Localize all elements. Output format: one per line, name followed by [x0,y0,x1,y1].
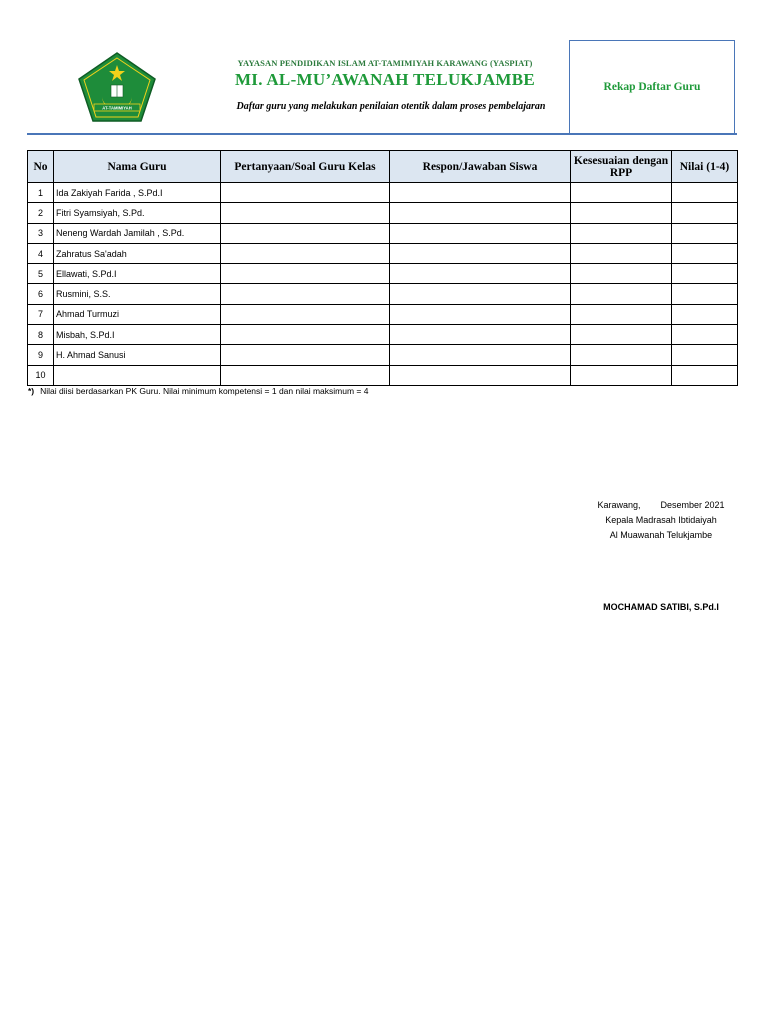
question-cell [221,223,390,243]
teacher-name: Zahratus Sa'adah [54,243,221,263]
teacher-name: Neneng Wardah Jamilah , S.Pd. [54,223,221,243]
rpp-cell [571,304,672,324]
column-header-no: No [28,151,54,183]
teacher-name: Ida Zakiyah Farida , S.Pd.I [54,183,221,203]
logo-banner-text: AT-TAMIMIYAH [102,105,132,111]
rpp-cell [571,365,672,385]
foundation-name: YAYASAN PENDIDIKAN ISLAM AT-TAMIMIYAH KARAWANG (YASPIAT) [237,58,533,68]
score-cell [672,365,738,385]
question-cell [221,365,390,385]
score-cell [672,325,738,345]
rpp-cell [571,203,672,223]
response-cell [390,264,571,284]
score-cell [672,284,738,304]
row-number: 8 [28,325,54,345]
rpp-cell [571,183,672,203]
response-cell [390,223,571,243]
signature-city: Karawang, [597,500,641,510]
rpp-cell [571,264,672,284]
footnote-text: Nilai diisi berdasarkan PK Guru. Nilai minimum kompetensi = 1 dan nilai maksimum = 4 [40,386,369,396]
school-name: MI. AL-MU’AWANAH TELUKJAMBE [234,70,536,89]
row-number: 1 [28,183,54,203]
question-cell [221,203,390,223]
question-cell [221,284,390,304]
score-cell [672,304,738,324]
school-logo [78,52,156,122]
table-row [28,223,738,243]
column-header-response: Respon/Jawaban Siswa [390,151,571,183]
table-header-row [28,151,738,183]
table-row [28,345,738,365]
response-cell [390,284,571,304]
column-header-score: Nilai (1-4) [672,151,738,183]
table-row [28,183,738,203]
row-number: 10 [28,365,54,385]
header-divider [27,133,737,135]
rpp-cell [571,284,672,304]
score-cell [672,264,738,284]
report-title: Rekap Daftar Guru [603,81,701,93]
response-cell [390,365,571,385]
signature-date-line [566,500,756,510]
teacher-name: Ahmad Turmuzi [54,304,221,324]
column-header-rpp: Kesesuaian dengan RPP [571,151,672,183]
teacher-name: Ellawati, S.Pd.I [54,264,221,284]
question-cell [221,183,390,203]
response-cell [390,243,571,263]
row-number: 3 [28,223,54,243]
signature-date: Desember 2021 [660,500,725,510]
question-cell [221,243,390,263]
rpp-cell [571,223,672,243]
question-cell [221,345,390,365]
rpp-cell [571,325,672,345]
score-cell [672,203,738,223]
rpp-cell [571,243,672,263]
response-cell [390,304,571,324]
teacher-table [27,150,738,386]
table-row [28,284,738,304]
question-cell [221,264,390,284]
report-title-box [569,40,735,134]
response-cell [390,203,571,223]
footnote-mark: *) [28,386,35,396]
row-number: 5 [28,264,54,284]
table-row [28,243,738,263]
column-header-question: Pertanyaan/Soal Guru Kelas [221,151,390,183]
table-row [28,304,738,324]
response-cell [390,325,571,345]
score-cell [672,183,738,203]
signature-title-line2: Al Muawanah Telukjambe [609,530,713,540]
question-cell [221,304,390,324]
response-cell [390,183,571,203]
question-cell [221,325,390,345]
score-cell [672,223,738,243]
teacher-name: Misbah, S.Pd.I [54,325,221,345]
table-body [28,183,738,386]
table-row [28,264,738,284]
teacher-name: Fitri Syamsiyah, S.Pd. [54,203,221,223]
response-cell [390,345,571,365]
teacher-name [54,365,221,385]
row-number: 2 [28,203,54,223]
row-number: 9 [28,345,54,365]
table-row [28,203,738,223]
score-cell [672,345,738,365]
rpp-cell [571,345,672,365]
teacher-name: Rusmini, S.S. [54,284,221,304]
row-number: 4 [28,243,54,263]
column-header-name: Nama Guru [54,151,221,183]
teacher-name: H. Ahmad Sanusi [54,345,221,365]
table-row [28,365,738,385]
row-number: 6 [28,284,54,304]
table-row [28,325,738,345]
document-subtitle: Daftar guru yang melakukan penilaian otentik dalam proses pembelajaran [236,101,546,112]
row-number: 7 [28,304,54,324]
signature-name: MOCHAMAD SATIBI, S.Pd.I [603,602,719,612]
footnote [28,386,368,396]
score-cell [672,243,738,263]
signature-title-line1: Kepala Madrasah Ibtidaiyah [605,515,717,525]
